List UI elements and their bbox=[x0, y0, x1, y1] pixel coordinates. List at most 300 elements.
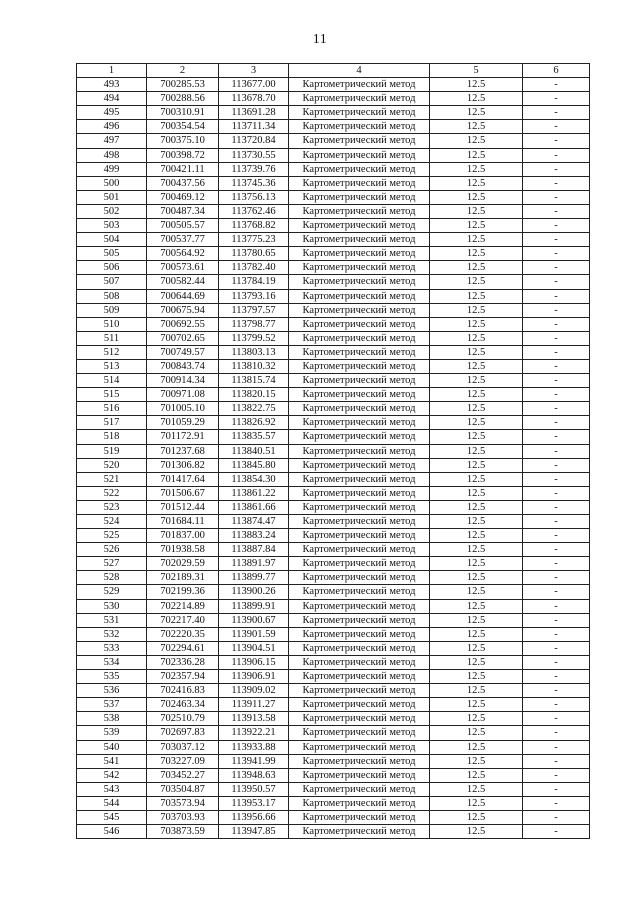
accuracy-cell: 12.5 bbox=[430, 331, 523, 345]
accuracy-cell: 12.5 bbox=[430, 670, 523, 684]
note-cell: - bbox=[523, 515, 590, 529]
y-coordinate-cell: 113953.17 bbox=[219, 796, 289, 810]
point-number-cell: 542 bbox=[77, 768, 147, 782]
accuracy-cell: 12.5 bbox=[430, 458, 523, 472]
method-cell: Картометрический метод bbox=[289, 627, 430, 641]
accuracy-cell: 12.5 bbox=[430, 472, 523, 486]
method-cell: Картометрический метод bbox=[289, 176, 430, 190]
x-coordinate-cell: 700375.10 bbox=[147, 134, 219, 148]
method-cell: Картометрический метод bbox=[289, 458, 430, 472]
method-cell: Картометрический метод bbox=[289, 120, 430, 134]
table-row bbox=[77, 176, 590, 190]
x-coordinate-cell: 703703.93 bbox=[147, 810, 219, 824]
coordinates-table bbox=[76, 63, 590, 839]
point-number-cell: 508 bbox=[77, 289, 147, 303]
method-cell: Картометрический метод bbox=[289, 275, 430, 289]
note-cell: - bbox=[523, 416, 590, 430]
note-cell: - bbox=[523, 345, 590, 359]
note-cell: - bbox=[523, 543, 590, 557]
table-row bbox=[77, 233, 590, 247]
x-coordinate-cell: 702510.79 bbox=[147, 712, 219, 726]
table-row bbox=[77, 430, 590, 444]
point-number-cell: 519 bbox=[77, 444, 147, 458]
y-coordinate-cell: 113775.23 bbox=[219, 233, 289, 247]
method-cell: Картометрический метод bbox=[289, 585, 430, 599]
x-coordinate-cell: 700675.94 bbox=[147, 303, 219, 317]
point-number-cell: 541 bbox=[77, 754, 147, 768]
point-number-cell: 497 bbox=[77, 134, 147, 148]
x-coordinate-cell: 703037.12 bbox=[147, 740, 219, 754]
y-coordinate-cell: 113950.57 bbox=[219, 782, 289, 796]
x-coordinate-cell: 700310.91 bbox=[147, 106, 219, 120]
table-row bbox=[77, 120, 590, 134]
note-cell: - bbox=[523, 796, 590, 810]
note-cell: - bbox=[523, 571, 590, 585]
table-row bbox=[77, 670, 590, 684]
x-coordinate-cell: 703227.09 bbox=[147, 754, 219, 768]
point-number-cell: 537 bbox=[77, 698, 147, 712]
y-coordinate-cell: 113900.67 bbox=[219, 613, 289, 627]
note-cell: - bbox=[523, 768, 590, 782]
note-cell: - bbox=[523, 162, 590, 176]
table-row bbox=[77, 585, 590, 599]
method-cell: Картометрический метод bbox=[289, 796, 430, 810]
method-cell: Картометрический метод bbox=[289, 345, 430, 359]
point-number-cell: 518 bbox=[77, 430, 147, 444]
point-number-cell: 501 bbox=[77, 190, 147, 204]
accuracy-cell: 12.5 bbox=[430, 134, 523, 148]
x-coordinate-cell: 702214.89 bbox=[147, 599, 219, 613]
method-cell: Картометрический метод bbox=[289, 162, 430, 176]
method-cell: Картометрический метод bbox=[289, 641, 430, 655]
note-cell: - bbox=[523, 712, 590, 726]
y-coordinate-cell: 113900.26 bbox=[219, 585, 289, 599]
note-cell: - bbox=[523, 331, 590, 345]
x-coordinate-cell: 700421.11 bbox=[147, 162, 219, 176]
method-cell: Картометрический метод bbox=[289, 515, 430, 529]
y-coordinate-cell: 113854.30 bbox=[219, 472, 289, 486]
note-cell: - bbox=[523, 585, 590, 599]
note-cell: - bbox=[523, 684, 590, 698]
point-number-cell: 504 bbox=[77, 233, 147, 247]
y-coordinate-cell: 113822.75 bbox=[219, 402, 289, 416]
table-row bbox=[77, 557, 590, 571]
point-number-cell: 511 bbox=[77, 331, 147, 345]
note-cell: - bbox=[523, 599, 590, 613]
point-number-cell: 515 bbox=[77, 388, 147, 402]
column-header-6: 6 bbox=[523, 64, 590, 78]
note-cell: - bbox=[523, 219, 590, 233]
y-coordinate-cell: 113780.65 bbox=[219, 247, 289, 261]
y-coordinate-cell: 113691.28 bbox=[219, 106, 289, 120]
x-coordinate-cell: 703573.94 bbox=[147, 796, 219, 810]
table-row bbox=[77, 627, 590, 641]
point-number-cell: 525 bbox=[77, 529, 147, 543]
note-cell: - bbox=[523, 825, 590, 839]
point-number-cell: 506 bbox=[77, 261, 147, 275]
y-coordinate-cell: 113899.91 bbox=[219, 599, 289, 613]
accuracy-cell: 12.5 bbox=[430, 529, 523, 543]
column-header-2: 2 bbox=[147, 64, 219, 78]
point-number-cell: 543 bbox=[77, 782, 147, 796]
accuracy-cell: 12.5 bbox=[430, 374, 523, 388]
table-row bbox=[77, 599, 590, 613]
x-coordinate-cell: 700843.74 bbox=[147, 359, 219, 373]
accuracy-cell: 12.5 bbox=[430, 78, 523, 92]
x-coordinate-cell: 700354.54 bbox=[147, 120, 219, 134]
x-coordinate-cell: 703504.87 bbox=[147, 782, 219, 796]
y-coordinate-cell: 113745.36 bbox=[219, 176, 289, 190]
accuracy-cell: 12.5 bbox=[430, 317, 523, 331]
note-cell: - bbox=[523, 613, 590, 627]
note-cell: - bbox=[523, 402, 590, 416]
accuracy-cell: 12.5 bbox=[430, 641, 523, 655]
y-coordinate-cell: 113826.92 bbox=[219, 416, 289, 430]
y-coordinate-cell: 113711.34 bbox=[219, 120, 289, 134]
note-cell: - bbox=[523, 754, 590, 768]
table-row bbox=[77, 641, 590, 655]
method-cell: Картометрический метод bbox=[289, 106, 430, 120]
table-row bbox=[77, 782, 590, 796]
page-number: 11 bbox=[312, 32, 328, 47]
note-cell: - bbox=[523, 726, 590, 740]
note-cell: - bbox=[523, 782, 590, 796]
accuracy-cell: 12.5 bbox=[430, 204, 523, 218]
y-coordinate-cell: 113906.15 bbox=[219, 655, 289, 669]
table-row bbox=[77, 500, 590, 514]
x-coordinate-cell: 700564.92 bbox=[147, 247, 219, 261]
table-row bbox=[77, 275, 590, 289]
y-coordinate-cell: 113922.21 bbox=[219, 726, 289, 740]
accuracy-cell: 12.5 bbox=[430, 444, 523, 458]
point-number-cell: 529 bbox=[77, 585, 147, 599]
x-coordinate-cell: 703873.59 bbox=[147, 825, 219, 839]
accuracy-cell: 12.5 bbox=[430, 740, 523, 754]
note-cell: - bbox=[523, 134, 590, 148]
accuracy-cell: 12.5 bbox=[430, 190, 523, 204]
y-coordinate-cell: 113762.46 bbox=[219, 204, 289, 218]
y-coordinate-cell: 113904.51 bbox=[219, 641, 289, 655]
y-coordinate-cell: 113906.91 bbox=[219, 670, 289, 684]
x-coordinate-cell: 702416.83 bbox=[147, 684, 219, 698]
y-coordinate-cell: 113782.40 bbox=[219, 261, 289, 275]
method-cell: Картометрический метод bbox=[289, 825, 430, 839]
note-cell: - bbox=[523, 247, 590, 261]
accuracy-cell: 12.5 bbox=[430, 247, 523, 261]
table-row bbox=[77, 416, 590, 430]
method-cell: Картометрический метод bbox=[289, 359, 430, 373]
table-row bbox=[77, 810, 590, 824]
method-cell: Картометрический метод bbox=[289, 670, 430, 684]
y-coordinate-cell: 113799.52 bbox=[219, 331, 289, 345]
table-row bbox=[77, 684, 590, 698]
x-coordinate-cell: 701837.00 bbox=[147, 529, 219, 543]
table-row bbox=[77, 712, 590, 726]
note-cell: - bbox=[523, 359, 590, 373]
accuracy-cell: 12.5 bbox=[430, 120, 523, 134]
note-cell: - bbox=[523, 444, 590, 458]
y-coordinate-cell: 113840.51 bbox=[219, 444, 289, 458]
table-row bbox=[77, 345, 590, 359]
y-coordinate-cell: 113861.66 bbox=[219, 500, 289, 514]
x-coordinate-cell: 701684.11 bbox=[147, 515, 219, 529]
method-cell: Картометрический метод bbox=[289, 698, 430, 712]
x-coordinate-cell: 700692.55 bbox=[147, 317, 219, 331]
method-cell: Картометрический метод bbox=[289, 740, 430, 754]
method-cell: Картометрический метод bbox=[289, 613, 430, 627]
method-cell: Картометрический метод bbox=[289, 78, 430, 92]
y-coordinate-cell: 113911.27 bbox=[219, 698, 289, 712]
method-cell: Картометрический метод bbox=[289, 148, 430, 162]
y-coordinate-cell: 113730.55 bbox=[219, 148, 289, 162]
table-row bbox=[77, 388, 590, 402]
x-coordinate-cell: 700285.53 bbox=[147, 78, 219, 92]
x-coordinate-cell: 700702.65 bbox=[147, 331, 219, 345]
y-coordinate-cell: 113845.80 bbox=[219, 458, 289, 472]
y-coordinate-cell: 113835.57 bbox=[219, 430, 289, 444]
y-coordinate-cell: 113678.70 bbox=[219, 92, 289, 106]
method-cell: Картометрический метод bbox=[289, 247, 430, 261]
y-coordinate-cell: 113798.77 bbox=[219, 317, 289, 331]
point-number-cell: 503 bbox=[77, 219, 147, 233]
x-coordinate-cell: 701005.10 bbox=[147, 402, 219, 416]
table-row bbox=[77, 655, 590, 669]
x-coordinate-cell: 702357.94 bbox=[147, 670, 219, 684]
method-cell: Картометрический метод bbox=[289, 92, 430, 106]
table-row bbox=[77, 261, 590, 275]
table-row bbox=[77, 825, 590, 839]
point-number-cell: 509 bbox=[77, 303, 147, 317]
x-coordinate-cell: 702463.34 bbox=[147, 698, 219, 712]
accuracy-cell: 12.5 bbox=[430, 782, 523, 796]
y-coordinate-cell: 113784.19 bbox=[219, 275, 289, 289]
method-cell: Картометрический метод bbox=[289, 500, 430, 514]
table-row bbox=[77, 571, 590, 585]
method-cell: Картометрический метод bbox=[289, 543, 430, 557]
point-number-cell: 510 bbox=[77, 317, 147, 331]
table-row bbox=[77, 472, 590, 486]
y-coordinate-cell: 113899.77 bbox=[219, 571, 289, 585]
x-coordinate-cell: 701506.67 bbox=[147, 486, 219, 500]
x-coordinate-cell: 700437.56 bbox=[147, 176, 219, 190]
y-coordinate-cell: 113956.66 bbox=[219, 810, 289, 824]
column-header-3: 3 bbox=[219, 64, 289, 78]
method-cell: Картометрический метод bbox=[289, 782, 430, 796]
x-coordinate-cell: 700914.34 bbox=[147, 374, 219, 388]
note-cell: - bbox=[523, 500, 590, 514]
y-coordinate-cell: 113948.63 bbox=[219, 768, 289, 782]
note-cell: - bbox=[523, 190, 590, 204]
method-cell: Картометрический метод bbox=[289, 261, 430, 275]
y-coordinate-cell: 113933.88 bbox=[219, 740, 289, 754]
table-body bbox=[77, 78, 590, 839]
table-row bbox=[77, 402, 590, 416]
table-row bbox=[77, 754, 590, 768]
point-number-cell: 493 bbox=[77, 78, 147, 92]
accuracy-cell: 12.5 bbox=[430, 219, 523, 233]
note-cell: - bbox=[523, 78, 590, 92]
table-row bbox=[77, 92, 590, 106]
y-coordinate-cell: 113756.13 bbox=[219, 190, 289, 204]
method-cell: Картометрический метод bbox=[289, 374, 430, 388]
point-number-cell: 513 bbox=[77, 359, 147, 373]
method-cell: Картометрический метод bbox=[289, 430, 430, 444]
point-number-cell: 498 bbox=[77, 148, 147, 162]
note-cell: - bbox=[523, 388, 590, 402]
table-row bbox=[77, 613, 590, 627]
y-coordinate-cell: 113803.13 bbox=[219, 345, 289, 359]
table-row bbox=[77, 458, 590, 472]
y-coordinate-cell: 113815.74 bbox=[219, 374, 289, 388]
table-row bbox=[77, 529, 590, 543]
point-number-cell: 512 bbox=[77, 345, 147, 359]
method-cell: Картометрический метод bbox=[289, 571, 430, 585]
note-cell: - bbox=[523, 303, 590, 317]
y-coordinate-cell: 113768.82 bbox=[219, 219, 289, 233]
note-cell: - bbox=[523, 698, 590, 712]
table-row bbox=[77, 247, 590, 261]
x-coordinate-cell: 702220.35 bbox=[147, 627, 219, 641]
method-cell: Картометрический метод bbox=[289, 712, 430, 726]
method-cell: Картометрический метод bbox=[289, 388, 430, 402]
note-cell: - bbox=[523, 486, 590, 500]
accuracy-cell: 12.5 bbox=[430, 275, 523, 289]
point-number-cell: 539 bbox=[77, 726, 147, 740]
y-coordinate-cell: 113941.99 bbox=[219, 754, 289, 768]
method-cell: Картометрический метод bbox=[289, 204, 430, 218]
accuracy-cell: 12.5 bbox=[430, 810, 523, 824]
point-number-cell: 545 bbox=[77, 810, 147, 824]
accuracy-cell: 12.5 bbox=[430, 754, 523, 768]
note-cell: - bbox=[523, 670, 590, 684]
x-coordinate-cell: 700487.34 bbox=[147, 204, 219, 218]
accuracy-cell: 12.5 bbox=[430, 585, 523, 599]
note-cell: - bbox=[523, 176, 590, 190]
point-number-cell: 531 bbox=[77, 613, 147, 627]
table-row bbox=[77, 515, 590, 529]
method-cell: Картометрический метод bbox=[289, 557, 430, 571]
y-coordinate-cell: 113883.24 bbox=[219, 529, 289, 543]
note-cell: - bbox=[523, 92, 590, 106]
accuracy-cell: 12.5 bbox=[430, 106, 523, 120]
y-coordinate-cell: 113810.32 bbox=[219, 359, 289, 373]
note-cell: - bbox=[523, 289, 590, 303]
table-row bbox=[77, 796, 590, 810]
x-coordinate-cell: 702294.61 bbox=[147, 641, 219, 655]
y-coordinate-cell: 113739.76 bbox=[219, 162, 289, 176]
accuracy-cell: 12.5 bbox=[430, 684, 523, 698]
table-row bbox=[77, 317, 590, 331]
accuracy-cell: 12.5 bbox=[430, 557, 523, 571]
point-number-cell: 494 bbox=[77, 92, 147, 106]
y-coordinate-cell: 113947.85 bbox=[219, 825, 289, 839]
accuracy-cell: 12.5 bbox=[430, 825, 523, 839]
method-cell: Картометрический метод bbox=[289, 331, 430, 345]
x-coordinate-cell: 700288.56 bbox=[147, 92, 219, 106]
method-cell: Картометрический метод bbox=[289, 402, 430, 416]
accuracy-cell: 12.5 bbox=[430, 486, 523, 500]
table-row bbox=[77, 374, 590, 388]
table-row bbox=[77, 768, 590, 782]
x-coordinate-cell: 700573.61 bbox=[147, 261, 219, 275]
accuracy-cell: 12.5 bbox=[430, 515, 523, 529]
note-cell: - bbox=[523, 106, 590, 120]
table-row bbox=[77, 740, 590, 754]
y-coordinate-cell: 113874.47 bbox=[219, 515, 289, 529]
accuracy-cell: 12.5 bbox=[430, 148, 523, 162]
accuracy-cell: 12.5 bbox=[430, 233, 523, 247]
table-row bbox=[77, 698, 590, 712]
point-number-cell: 516 bbox=[77, 402, 147, 416]
accuracy-cell: 12.5 bbox=[430, 176, 523, 190]
accuracy-cell: 12.5 bbox=[430, 162, 523, 176]
table-row bbox=[77, 134, 590, 148]
x-coordinate-cell: 702697.83 bbox=[147, 726, 219, 740]
accuracy-cell: 12.5 bbox=[430, 571, 523, 585]
method-cell: Картометрический метод bbox=[289, 529, 430, 543]
table-row bbox=[77, 204, 590, 218]
x-coordinate-cell: 700582.44 bbox=[147, 275, 219, 289]
y-coordinate-cell: 113887.84 bbox=[219, 543, 289, 557]
point-number-cell: 517 bbox=[77, 416, 147, 430]
y-coordinate-cell: 113901.59 bbox=[219, 627, 289, 641]
note-cell: - bbox=[523, 148, 590, 162]
accuracy-cell: 12.5 bbox=[430, 416, 523, 430]
y-coordinate-cell: 113793.16 bbox=[219, 289, 289, 303]
point-number-cell: 546 bbox=[77, 825, 147, 839]
note-cell: - bbox=[523, 655, 590, 669]
accuracy-cell: 12.5 bbox=[430, 303, 523, 317]
y-coordinate-cell: 113913.58 bbox=[219, 712, 289, 726]
table-row bbox=[77, 486, 590, 500]
y-coordinate-cell: 113891.97 bbox=[219, 557, 289, 571]
table-row bbox=[77, 106, 590, 120]
method-cell: Картометрический метод bbox=[289, 219, 430, 233]
table-row bbox=[77, 78, 590, 92]
accuracy-cell: 12.5 bbox=[430, 613, 523, 627]
note-cell: - bbox=[523, 374, 590, 388]
x-coordinate-cell: 700469.12 bbox=[147, 190, 219, 204]
x-coordinate-cell: 702189.31 bbox=[147, 571, 219, 585]
table-row bbox=[77, 543, 590, 557]
point-number-cell: 527 bbox=[77, 557, 147, 571]
note-cell: - bbox=[523, 233, 590, 247]
accuracy-cell: 12.5 bbox=[430, 543, 523, 557]
x-coordinate-cell: 702217.40 bbox=[147, 613, 219, 627]
x-coordinate-cell: 701237.68 bbox=[147, 444, 219, 458]
table-row bbox=[77, 726, 590, 740]
x-coordinate-cell: 702336.28 bbox=[147, 655, 219, 669]
point-number-cell: 523 bbox=[77, 500, 147, 514]
column-header-5: 5 bbox=[430, 64, 523, 78]
method-cell: Картометрический метод bbox=[289, 190, 430, 204]
point-number-cell: 499 bbox=[77, 162, 147, 176]
note-cell: - bbox=[523, 261, 590, 275]
point-number-cell: 520 bbox=[77, 458, 147, 472]
table-row bbox=[77, 331, 590, 345]
note-cell: - bbox=[523, 458, 590, 472]
note-cell: - bbox=[523, 810, 590, 824]
x-coordinate-cell: 703452.27 bbox=[147, 768, 219, 782]
point-number-cell: 534 bbox=[77, 655, 147, 669]
x-coordinate-cell: 702199.36 bbox=[147, 585, 219, 599]
accuracy-cell: 12.5 bbox=[430, 768, 523, 782]
x-coordinate-cell: 700505.57 bbox=[147, 219, 219, 233]
x-coordinate-cell: 701306.82 bbox=[147, 458, 219, 472]
column-header-1: 1 bbox=[77, 64, 147, 78]
x-coordinate-cell: 701417.64 bbox=[147, 472, 219, 486]
table-header-row bbox=[77, 64, 590, 78]
